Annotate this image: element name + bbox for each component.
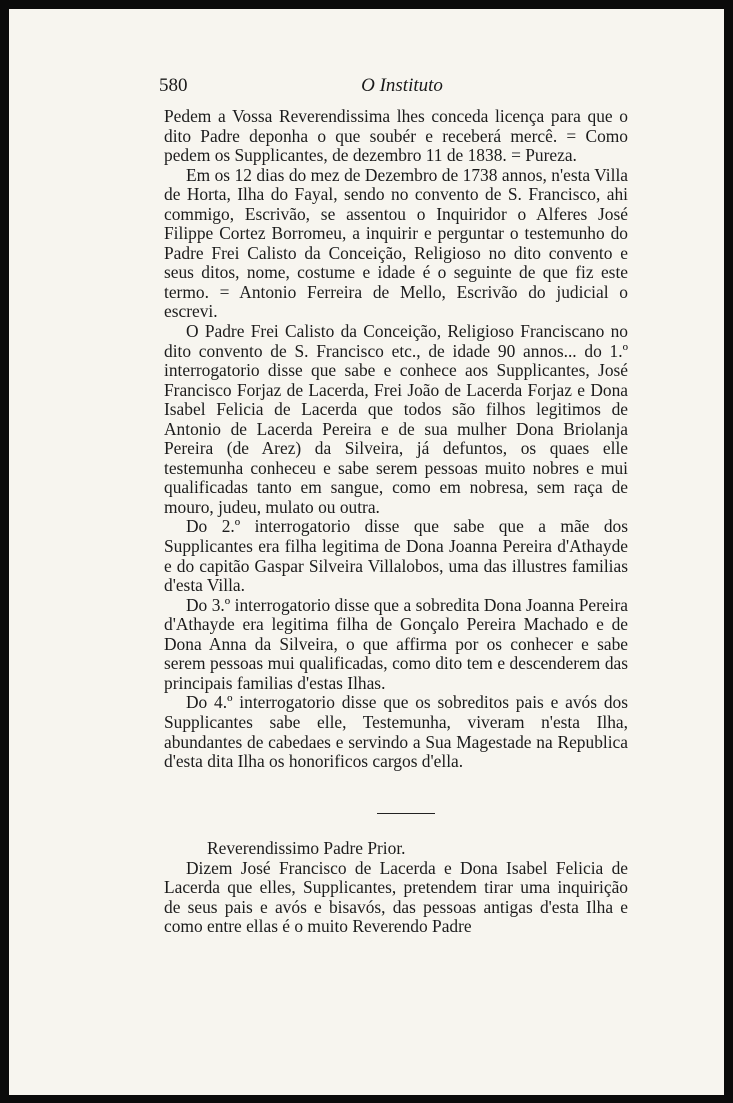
page-number: 580 (159, 75, 188, 96)
paragraph: Do 3.º interrogatorio disse que a sobredita Dona Joanna Pereira d'Athayde era legitima filha de Gonçalo Pereira Machado e de Dona Anna da Silveira, o que affirma por os conhecer e sabe serem pessoas mui qualificadas, como dito tem e descenderem das principais familias d'estas Ilhas. (164, 594, 628, 693)
main-text (164, 107, 628, 772)
section-divider (377, 813, 435, 814)
running-title: O Instituto (361, 75, 443, 96)
petition-text: Dizem José Francisco de Lacerda e Dona Isabel Felicia de Lacerda que elles, Supplicantes, pretendem tirar uma inquirição de seus pais e avós e bisavós, das pessoas antigas d'esta Ilha e como entre ellas é o muito Reverendo Padre (164, 857, 628, 937)
page-header (159, 75, 645, 99)
book-page (9, 9, 724, 1095)
paragraph: Do 2.º interrogatorio disse que sabe que a mãe dos Supplicantes era filha legitima de Dona Joanna Pereira d'Athayde e do capitão Gaspar Silveira Villalobos, uma das illustres familias d'esta Villa. (164, 516, 628, 596)
paragraph: Pedem a Vossa Reverendissima lhes conceda licença para que o dito Padre deponha o que soubér e receberá mercê. = Como pedem os Supplicantes, de dezembro 11 de 1838. = Pureza. (164, 106, 628, 166)
paragraph: Em os 12 dias do mez de Dezembro de 1738 annos, n'esta Villa de Horta, Ilha do Fayal, sendo no convento de S. Francisco, ahi commigo, Escrivão, se assentou o Inquiridor o Alferes José Filippe Cortez Borromeu, a inquirir e perguntar o testemunho do Padre Frei Calisto da Conceição, Religioso no dito convento e seus ditos, nome, costume e idade é o seguinte de que fiz este termo. = Antonio Ferreira de Mello, Escrivão do judicial o escrevi. (164, 164, 628, 322)
petition-section (164, 839, 628, 937)
salutation: Reverendissimo Padre Prior. (207, 838, 406, 858)
paragraph: O Padre Frei Calisto da Conceição, Religioso Franciscano no dito convento de S. Francisco etc., de idade 90 annos... do 1.º interrogatorio disse que sabe e conhece aos Supplicantes, José Francisco Forjaz de Lacerda, Frei João de Lacerda Forjaz e Dona Isabel Felicia de Lacerda que todos são filhos legitimos de Antonio de Lacerda Pereira e de sua mulher Dona Briolanja Pereira (de Arez) da Silveira, já defuntos, os quaes elle testemunha conheceu e sabe serem pessoas muito nobres e mui qualificadas tanto em sangue, como em nobresa, sem raça de mouro, judeu, mulato ou outra. (164, 321, 628, 517)
paragraph: Do 4.º interrogatorio disse que os sobreditos pais e avós dos Supplicantes sabe elle, Testemunha, viveram n'esta Ilha, abundantes de cabedaes e servindo a Sua Magestade na Republica d'esta dita Ilha os honorificos cargos d'ella. (164, 692, 628, 772)
